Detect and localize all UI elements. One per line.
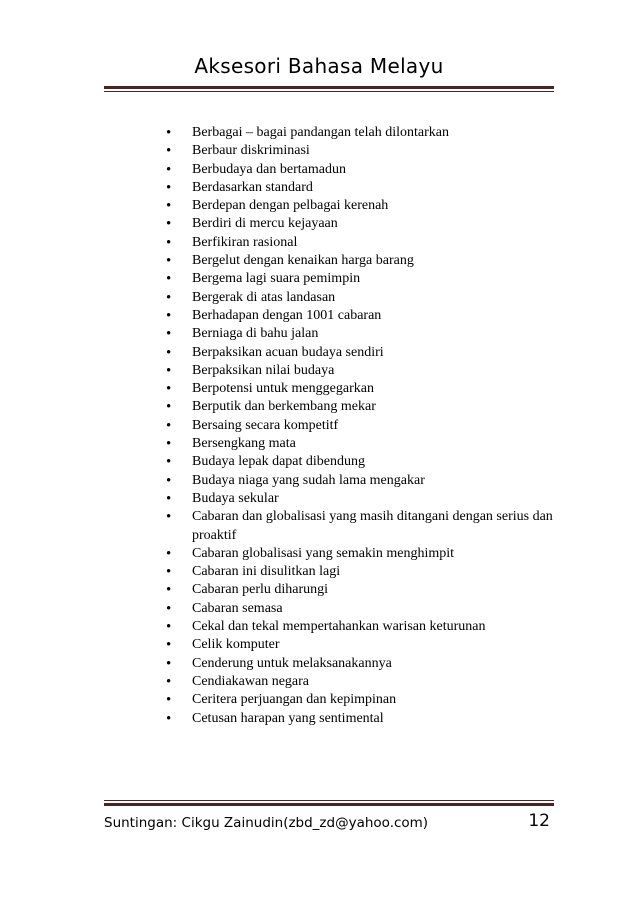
list-item: • Berpaksikan nilai budaya — [160, 362, 560, 380]
list-item: • Cabaran globalisasi yang semakin menghimpit — [160, 545, 560, 563]
list-item: • Celik komputer — [160, 636, 560, 654]
list-item: • Berpotensi untuk menggegarkan — [160, 380, 560, 398]
list-item: • Cekal dan tekal mempertahankan warisan keturunan — [160, 618, 560, 636]
page-title: Aksesori Bahasa Melayu — [194, 54, 444, 78]
list-item: • Berbaur diskriminasi — [160, 142, 560, 160]
list-item: • Cendiakawan negara — [160, 673, 560, 691]
list-item: • Budaya sekular — [160, 490, 560, 508]
header-divider-thin-line — [104, 91, 554, 92]
list-item: • Ceritera perjuangan dan kepimpinan — [160, 691, 560, 709]
list-item: • Bergelut dengan kenaikan harga barang — [160, 252, 560, 270]
list-item: • Budaya niaga yang sudah lama mengakar — [160, 472, 560, 490]
list-item: • Berdiri di mercu kejayaan — [160, 215, 560, 233]
list-item: • Berfikiran rasional — [160, 234, 560, 252]
list-item: • Cetusan harapan yang sentimental — [160, 710, 560, 728]
footer-divider — [104, 800, 554, 806]
list-item: • Cabaran semasa — [160, 600, 560, 618]
list-item: • Cenderung untuk melaksanakannya — [160, 655, 560, 673]
list-item: • Berdasarkan standard — [160, 179, 560, 197]
list-item: • Bergerak di atas landasan — [160, 289, 560, 307]
list-item: • Cabaran perlu diharungi — [160, 581, 560, 599]
list-item: • Bersaing secara kompetitf — [160, 417, 560, 435]
page-number: 12 — [528, 811, 550, 831]
phrase-list — [160, 124, 560, 728]
list-item: • Berbagai – bagai pandangan telah dilontarkan — [160, 124, 560, 142]
footer-credit: Suntingan: Cikgu Zainudin(zbd_zd@yahoo.com) — [104, 815, 429, 831]
header-divider-thick-line — [104, 86, 554, 89]
list-item: • Bergema lagi suara pemimpin — [160, 270, 560, 288]
list-item: • Berputik dan berkembang mekar — [160, 398, 560, 416]
list-item: • Cabaran dan globalisasi yang masih ditangani dengan serius dan proaktif — [160, 508, 560, 545]
list-item: • Berhadapan dengan 1001 cabaran — [160, 307, 560, 325]
footer-divider-thick-line — [104, 803, 554, 806]
list-item: • Cabaran ini disulitkan lagi — [160, 563, 560, 581]
list-item: • Berdepan dengan pelbagai kerenah — [160, 197, 560, 215]
list-item: • Berniaga di bahu jalan — [160, 325, 560, 343]
list-item: • Bersengkang mata — [160, 435, 560, 453]
list-item: • Berbudaya dan bertamadun — [160, 161, 560, 179]
footer-divider-thin-line — [104, 800, 554, 801]
list-item: • Budaya lepak dapat dibendung — [160, 453, 560, 471]
list-item: • Berpaksikan acuan budaya sendiri — [160, 344, 560, 362]
